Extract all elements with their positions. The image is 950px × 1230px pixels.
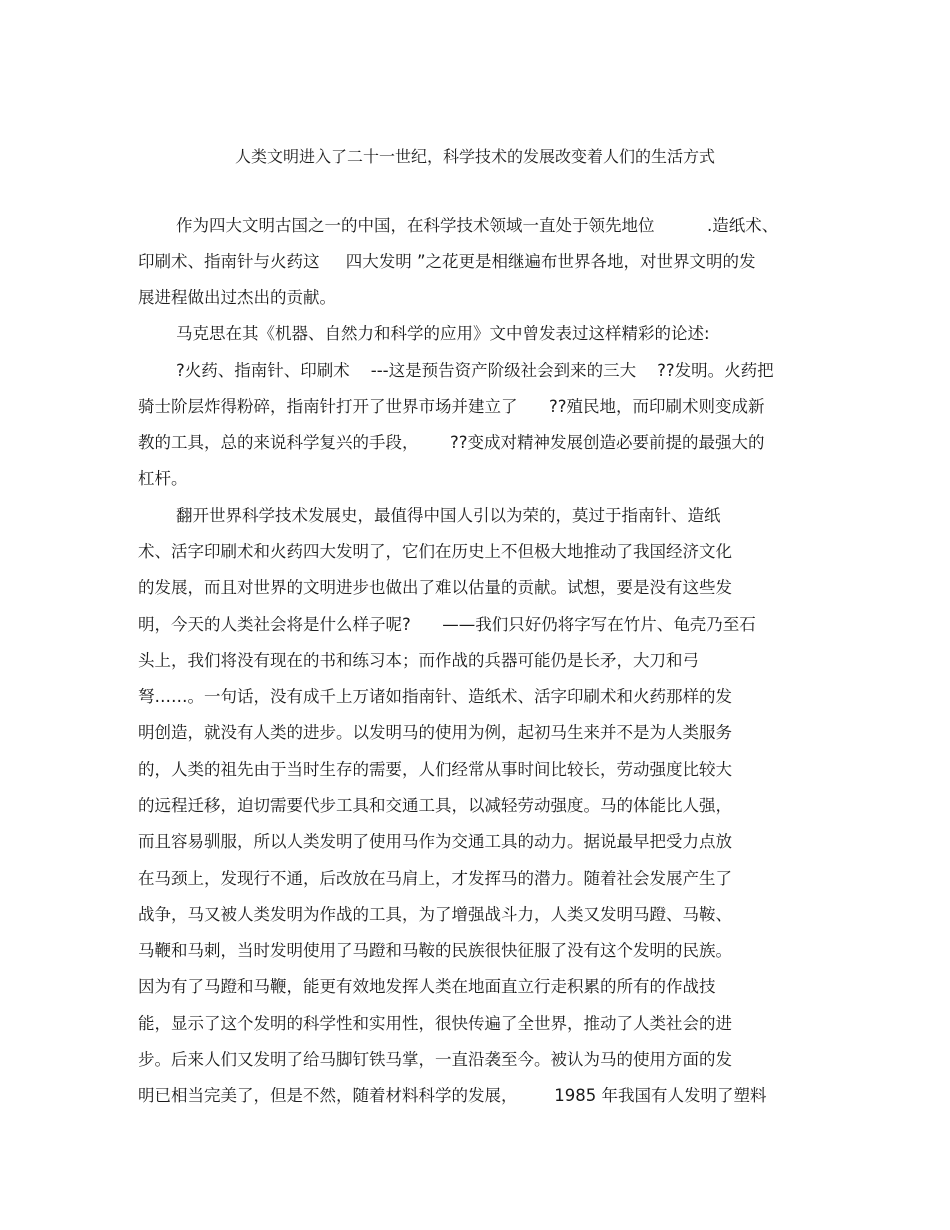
- text-line: 明创造，就没有人类的进步。以发明马的使用为例，起初马生来并不是为人类服务: [138, 723, 732, 742]
- text-line: ?火药、指南针、印刷术 ---这是预告资产阶级社会到来的三大 ??发明。火药把: [176, 361, 774, 380]
- text-line: 弩……。一句话，没有成千上万诸如指南针、造纸术、活字印刷术和火药那样的发: [138, 687, 732, 706]
- text-line: 马克思在其《机器、自然力和科学的应用》文中曾发表过这样精彩的论述:: [176, 324, 710, 343]
- text-line: 翻开世界科学技术发展史，最值得中国人引以为荣的，莫过于指南针、造纸: [176, 506, 721, 525]
- text-line: 马鞭和马刺，当时发明使用了马蹬和马鞍的民族很快征服了没有这个发明的民族。: [138, 941, 732, 960]
- document-title: 人类文明进入了二十一世纪，科学技术的发展改变着人们的生活方式: [234, 147, 715, 166]
- text-line: 术、活字印刷术和火药四大发明了，它们在历史上不但极大地推动了我国经济文化: [138, 542, 732, 561]
- text-line: 杠杆。: [138, 469, 188, 488]
- text-line: 明，今天的人类社会将是什么样子呢? ——我们只好仍将字写在竹片、龟壳乃至石: [138, 615, 756, 634]
- text-line: 作为四大文明古国之一的中国，在科学技术领域一直处于领先地位 .造纸术、: [176, 216, 779, 235]
- text-line: 教的工具，总的来说科学复兴的手段， ??变成对精神发展创造必要前提的最强大的: [138, 433, 765, 452]
- text-line: 在马颈上，发现行不通，后改放在马肩上，才发挥马的潜力。随着社会发展产生了: [138, 869, 732, 888]
- text-line: 印刷术、指南针与火药这 四大发明 ”之花更是相继遍布世界各地，对世界文明的发: [138, 252, 756, 271]
- text-line: 能，显示了这个发明的科学性和实用性，很快传遍了全世界，推动了人类社会的进: [138, 1014, 732, 1033]
- text-line: 的，人类的祖先由于当时生存的需要，人们经常从事时间比较长，劳动强度比较大: [138, 760, 732, 779]
- text-line: 的远程迁移，迫切需要代步工具和交通工具，以减轻劳动强度。马的体能比人强，: [138, 796, 732, 815]
- text-line: 展进程做出过杰出的贡献。: [138, 288, 336, 307]
- text-line: 骑士阶层炸得粉碎，指南针打开了世界市场并建立了 ??殖民地，而印刷术则变成新: [138, 397, 765, 416]
- text-line: 步。后来人们又发明了给马脚钉铁马掌，一直沿袭至今。被认为马的使用方面的发: [138, 1050, 732, 1069]
- text-line: 的发展，而且对世界的文明进步也做出了难以估量的贡献。试想，要是没有这些发: [138, 578, 732, 597]
- text-line: 而且容易驯服，所以人类发明了使用马作为交通工具的动力。据说最早把受力点放: [138, 832, 732, 851]
- text-line: 战争，马又被人类发明为作战的工具，为了增强战斗力，人类又发明马蹬、马鞍、: [138, 905, 732, 924]
- text-line: 因为有了马蹬和马鞭，能更有效地发挥人类在地面直立行走积累的所有的作战技: [138, 977, 716, 996]
- text-line: 明已相当完美了，但是不然，随着材料科学的发展， 1985 年我国有人发明了塑料: [138, 1086, 767, 1105]
- text-line: 头上，我们将没有现在的书和练习本；而作战的兵器可能仍是长矛，大刀和弓: [138, 651, 699, 670]
